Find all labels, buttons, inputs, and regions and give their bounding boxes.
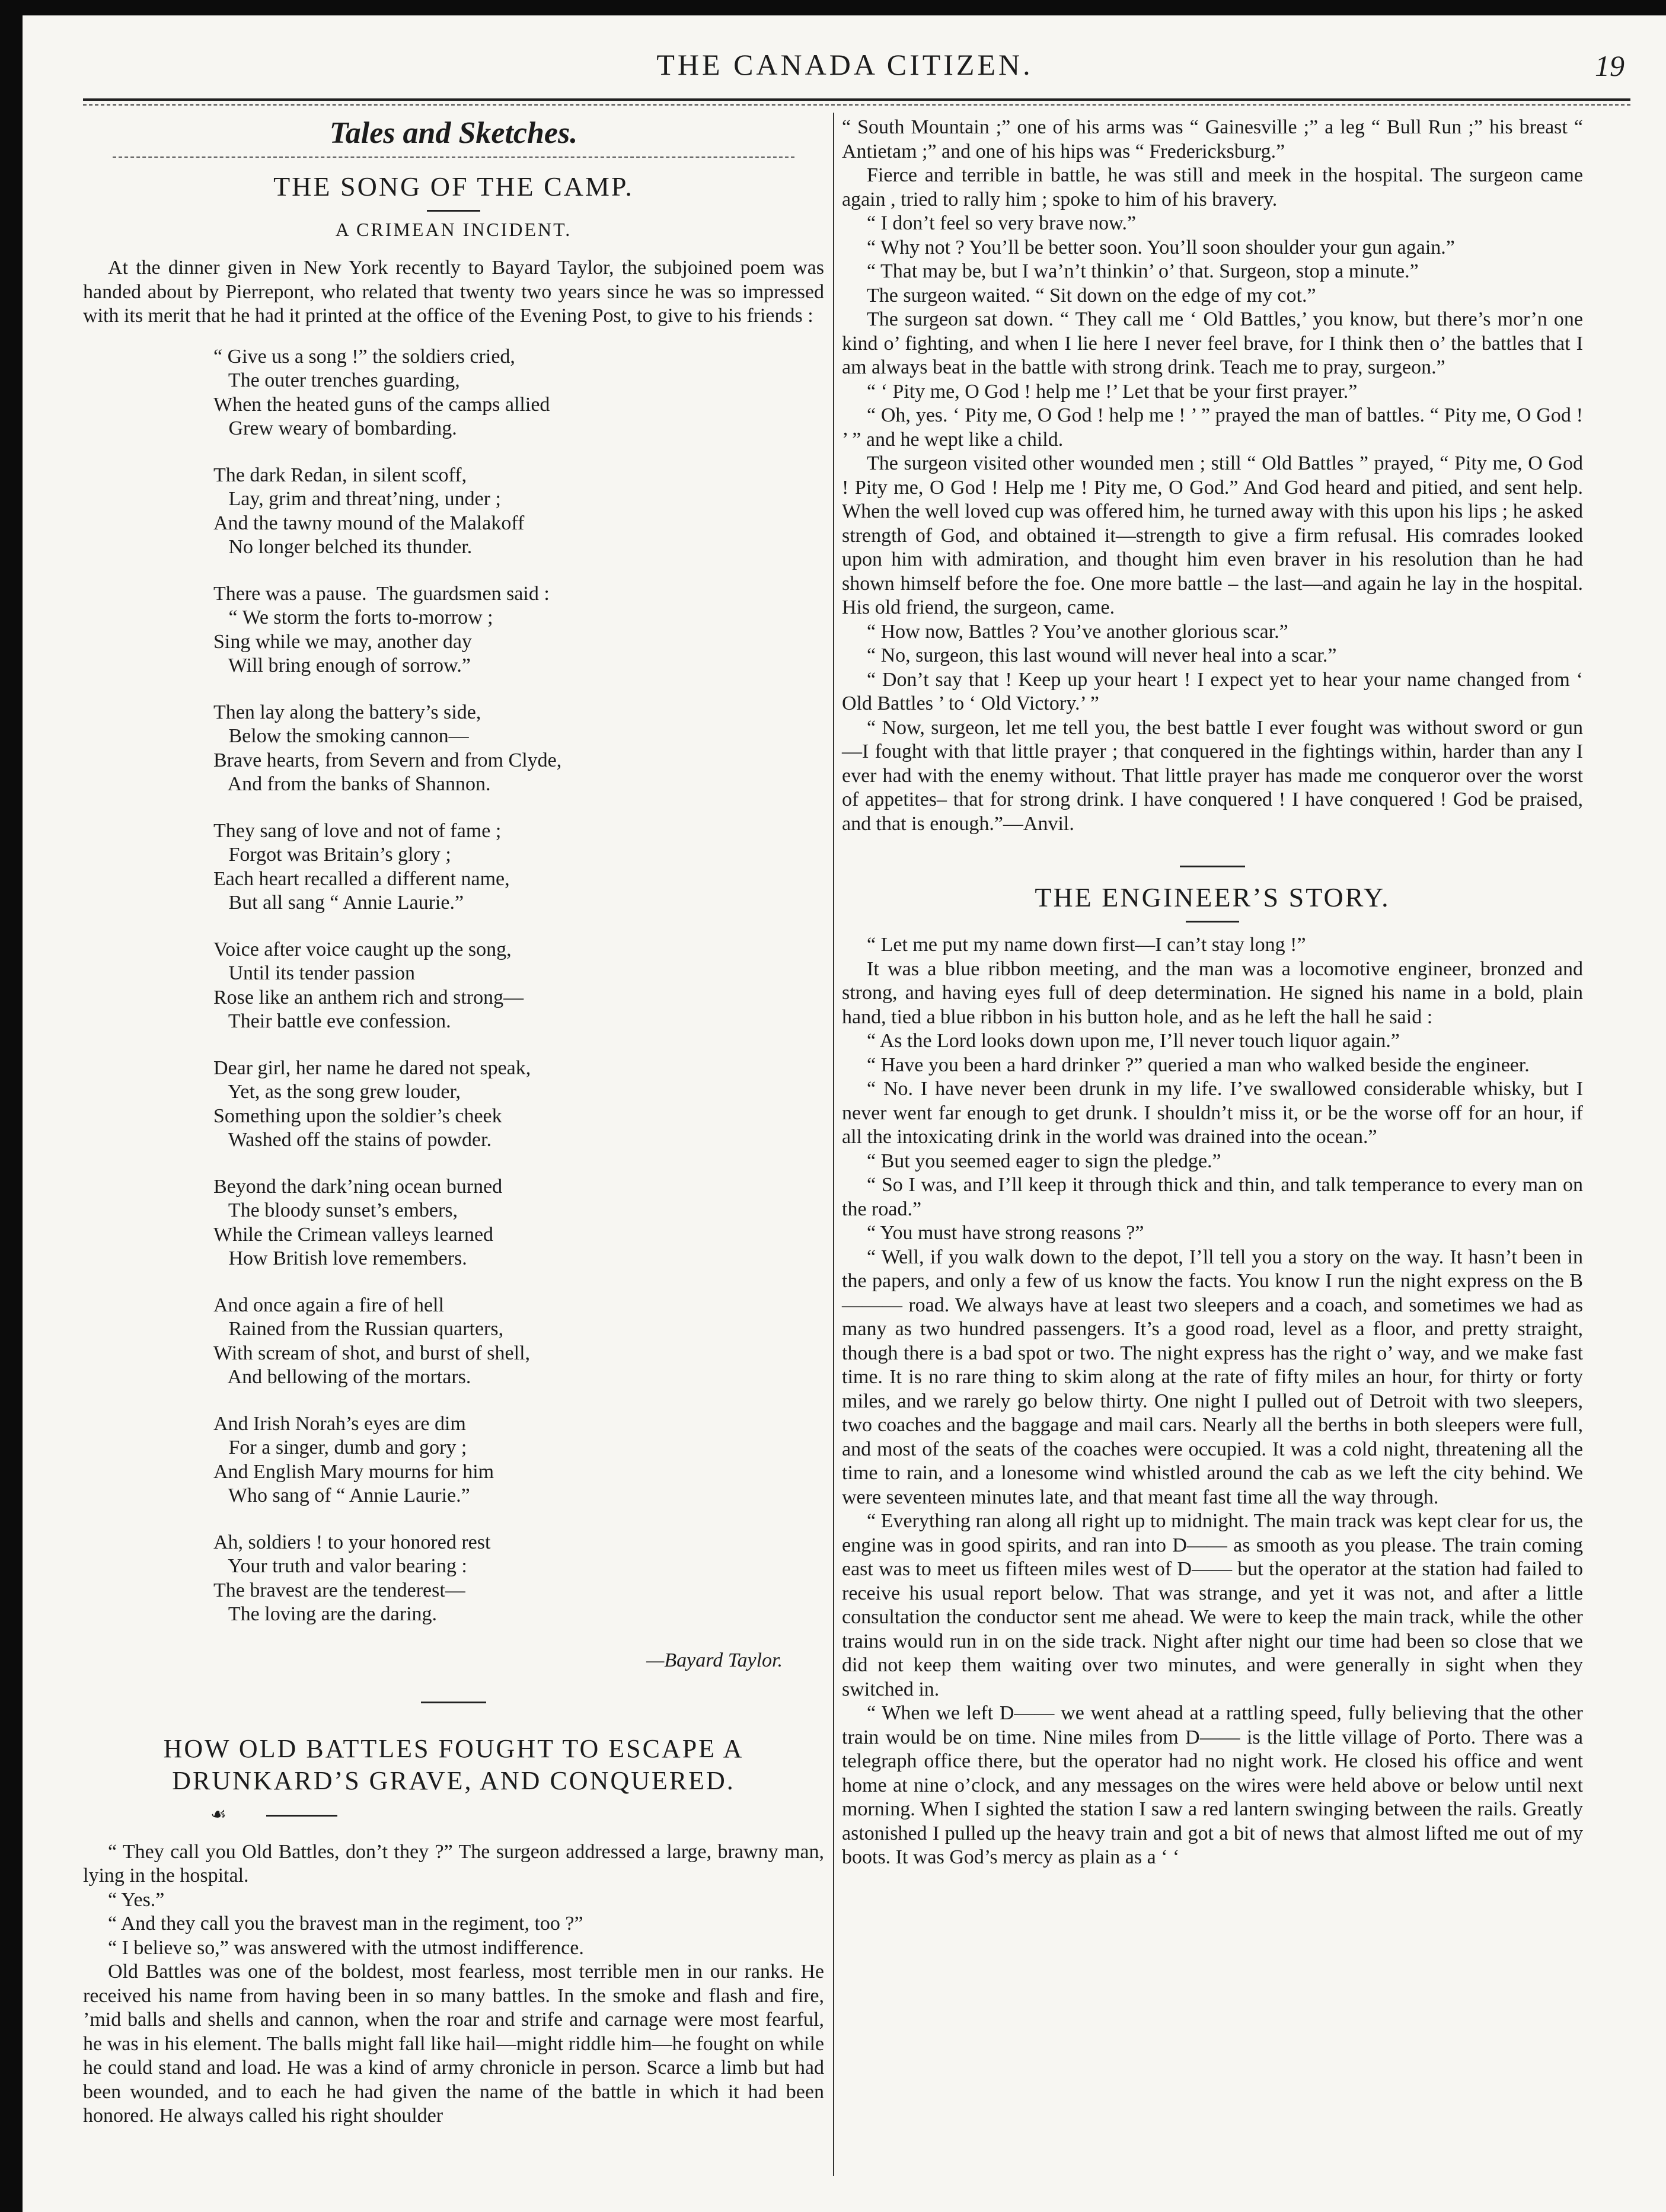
section-heading: Tales and Sketches. (329, 116, 578, 150)
poem-stanza (213, 1412, 824, 1508)
poem-stanza (213, 938, 824, 1034)
separator-rule (421, 1702, 486, 1703)
engineer-paragraph: It was a blue ribbon meeting, and the man was a locomotive engineer, bronzed and strong, and having eyes full of deep determination. He signed his name in a bold, plain hand, tied a blue ribbon in his button hole, and as he left the hall he said : (842, 957, 1583, 1028)
header-rule-dashed (83, 104, 1630, 106)
ornament-rule (266, 1815, 337, 1817)
story-paragraph: “ Now, surgeon, let me tell you, the best battle I ever fought was without sword or gun—I fought with that little prayer ; that conquered in the fightings within, harder than any I ever had with the enemy without. That little prayer has made me conqueror over the worst of appetites– that for strong drink. I have conquered ! I have conquered ! God be praised, and that is enough.”—Anvil. (842, 716, 1583, 835)
story-paragraph: “ Yes.” (108, 1888, 165, 1911)
story-paragraph: “ They call you Old Battles, don’t they ?” The surgeon addressed a large, brawny man, lying in the hospital. (83, 1840, 824, 1887)
poem-line: When the heated guns of the camps allied (213, 393, 550, 416)
poem-line: For a singer, dumb and gory ; (213, 1437, 467, 1458)
poem-stanza (213, 464, 824, 560)
story-paragraph: “ How now, Battles ? You’ve another glorious scar.” (867, 620, 1288, 643)
poem-line: And English Mary mourns for him (213, 1460, 494, 1483)
story-paragraph: “ I don’t feel so very brave now.” (867, 212, 1137, 234)
poem-line: Each heart recalled a different name, (213, 867, 510, 890)
journal-title: THE CANADA CITIZEN. (656, 48, 1033, 81)
hand-pointer-icon: ☙ (210, 1804, 226, 1824)
poem-line: Lay, grim and threat’ning, under ; (213, 488, 501, 510)
poem-stanza (213, 1056, 824, 1153)
engineer-title-rule (1186, 921, 1239, 923)
poem-line: And bellowing of the mortars. (213, 1366, 471, 1388)
story-paragraph: “ ‘ Pity me, O God ! help me !’ Let that be your first prayer.” (867, 380, 1358, 403)
poem-line: Until its tender passion (213, 962, 415, 984)
engineer-paragraph: “ Let me put my name down first—I can’t stay long !” (867, 934, 1306, 956)
story-paragraph: “ Oh, yes. ‘ Pity me, O God ! help me ! ’ ” prayed the man of battles. “ Pity me, O God ! ’ ” and he wept like a child. (842, 404, 1583, 451)
poem-line: Who sang of “ Annie Laurie.” (213, 1485, 470, 1506)
poem-line: They sang of love and not of fame ; (213, 819, 502, 842)
poem-line: The dark Redan, in silent scoff, (213, 464, 467, 486)
engineer-paragraph: “ Well, if you walk down to the depot, I’ll tell you a story on the way. It hasn’t been in the papers, and only a few of us know the facts. You know I run the night express on the B——— road. We always have at least two sleepers and a coach, and sometimes we had as many as two hundred passengers. It’s a good road, level as a floor, and pretty straight, though there is a bad spot or two. The night express has the right o’ way, and we make fast time. It is no rare thing to skim along at the rate of fifty miles an hour, for thirty or forty miles, and we rarely go below thirty. One night I pulled out of Detroit with two sleepers, two coaches and the baggage and mail cars. Nearly all the berths in both sleepers were full, and most of the seats of the coaches were occupied. It was a cold night, threatening all the time to rain, and a lonesome wind whistled around the cab as we left the city behind. We were seventeen minutes late, and that meant fast time all the way through. (842, 1246, 1583, 1508)
poem-line: No longer belched its thunder. (213, 536, 473, 558)
story-paragraph: “ No, surgeon, this last wound will never heal into a scar.” (867, 644, 1337, 666)
poem-stanza (213, 1531, 824, 1627)
scan-top-bar (0, 0, 1666, 15)
poem-line: And once again a fire of hell (213, 1294, 444, 1316)
engineer-paragraph: “ Have you been a hard drinker ?” queried a man who walked beside the engineer. (867, 1054, 1530, 1076)
poem-line: The loving are the daring. (213, 1603, 438, 1625)
poem-line: Beyond the dark’ning ocean burned (213, 1175, 503, 1198)
poem-line: The bravest are the tenderest— (213, 1579, 465, 1601)
poem-line: Sing while we may, another day (213, 630, 472, 653)
poem-line: Below the smoking cannon— (213, 725, 469, 747)
poem-line: Rose like an anthem rich and strong— (213, 986, 524, 1008)
poem-line: The bloody sunset’s embers, (213, 1199, 458, 1221)
engineer-title: THE ENGINEER’S STORY. (1035, 882, 1390, 912)
story-title: HOW OLD BATTLES FOUGHT TO ESCAPE A DRUNKARD’S GRAVE, AND CONQUERED. (163, 1734, 744, 1795)
poem-line: Forgot was Britain’s glory ; (213, 844, 451, 866)
poem-line: Voice after voice caught up the song, (213, 938, 512, 960)
story-paragraph: “ Why not ? You’ll be better soon. You’ll soon shoulder your gun again.” (867, 236, 1455, 258)
header-rule (83, 98, 1630, 101)
poem-line: How British love remembers. (213, 1247, 467, 1269)
story-ornament (210, 1804, 824, 1825)
story-paragraph: “ I believe so,” was answered with the utmost indifference. (108, 1936, 584, 1959)
poem-line: Your truth and valor bearing : (213, 1555, 467, 1577)
poem-line: Will bring enough of sorrow.” (213, 655, 471, 676)
section-rule (113, 157, 794, 158)
right-column (842, 116, 1583, 1870)
poem-line: Rained from the Russian quarters, (213, 1318, 504, 1340)
story-paragraph: “ South Mountain ;” one of his arms was “ Gainesville ;” a leg “ Bull Run ;” his breast “ Antietam ;” and one of his hips was “ Fredericksburg.” (842, 116, 1583, 162)
poem-line: But all sang “ Annie Laurie.” (213, 892, 464, 914)
story-body (83, 1840, 824, 2128)
poem-line: Yet, as the song grew louder, (213, 1081, 461, 1103)
poem-stanza (213, 1175, 824, 1271)
engineer-paragraph: “ So I was, and I’ll keep it through thick and thin, and talk temperance to every man on the road.” (842, 1174, 1583, 1220)
title-rule (427, 210, 480, 212)
engineer-story-body (842, 933, 1583, 1870)
poem-line: “ We storm the forts to-morrow ; (213, 607, 493, 628)
poem-body (213, 345, 824, 1627)
poem-line: Then lay along the battery’s side, (213, 701, 481, 723)
poem-stanza (213, 345, 824, 441)
page-number: 19 (1595, 49, 1624, 82)
story-paragraph: The surgeon sat down. “ They call me ‘ Old Battles,’ you know, but there’s mor’n one kind o’ fighting, and when I lie here I never feel brave, for I think then o’ the battles that I am always beat in the battle with strong drink. Teach me to pray, surgeon.” (842, 308, 1583, 378)
story-paragraph: “ That may be, but I wa’n’t thinkin’ o’ that. Surgeon, stop a minute.” (867, 260, 1419, 282)
poem-line: Brave hearts, from Severn and from Clyde, (213, 749, 562, 771)
poem-line: Something upon the soldier’s cheek (213, 1105, 502, 1127)
poem-title: THE SONG OF THE CAMP. (273, 171, 634, 202)
poem-line: And the tawny mound of the Malakoff (213, 512, 525, 534)
engineer-paragraph: “ When we left D—— we went ahead at a rattling speed, fully believing that the other train would be on time. Nine miles from D—— is the little village of Porto. There was a telegraph office there, but the operator had no night work. He closed his office and went home at nine o’clock, and any messages on the wires were held above or below until next morning. When I sighted the station I saw a red lantern swinging between the rails. Greatly astonished I pulled up the heavy train and got a bit of news that almost lifted me out of my boots. It was God’s mercy as plain as a ‘ ‘ (842, 1702, 1583, 1868)
poem-line: Dear girl, her name he dared not speak, (213, 1056, 531, 1079)
poem-line: There was a pause. The guardsmen said : (213, 582, 550, 605)
poem-line: Ah, soldiers ! to your honored rest (213, 1531, 491, 1553)
story-paragraph: The surgeon waited. “ Sit down on the edge of my cot.” (867, 284, 1316, 307)
poem-line: And from the banks of Shannon. (213, 773, 491, 795)
poem-line: Washed off the stains of powder. (213, 1129, 492, 1151)
poem-line: And Irish Norah’s eyes are dim (213, 1412, 466, 1435)
poem-stanza (213, 582, 824, 678)
poem-line: “ Give us a song !” the soldiers cried, (213, 345, 515, 368)
poem-line: Grew weary of bombarding. (213, 417, 457, 439)
poem-subtitle: A CRIMEAN INCIDENT. (335, 219, 572, 240)
poem-stanza (213, 1294, 824, 1390)
poem-intro: At the dinner given in New York recently to Bayard Taylor, the subjoined poem was handed about by Pierrepont, who related that twenty two years since he was so impressed with its merit that he had it printed at the office of the Evening Post, to give to his friends : (83, 257, 824, 327)
story-paragraph: “ Don’t say that ! Keep up your heart ! I expect yet to hear your name changed from ‘ Old Battles ’ to ‘ Old Victory.’ ” (842, 668, 1583, 714)
engineer-paragraph: “ But you seemed eager to sign the pledge.” (867, 1150, 1221, 1172)
poem-line: The outer trenches guarding, (213, 369, 460, 391)
poem-line: While the Crimean valleys learned (213, 1223, 494, 1246)
story-paragraph: The surgeon visited other wounded men ; still “ Old Battles ” prayed, “ Pity me, O God ! Pity me, O God ! Help me ! Pity me, O God.” And God heard and pitied, and sent help. When the well loved cup was offered him, he turned away with this upon his lips ; he asked strength of God, and obtained it—strength to give a firm refusal. His comrades looked upon him with admiration, and thought him even braver in his resolution than he had shown himself before the foe. One more battle – the last—and again he lay in the hospital. His old friend, the surgeon, came. (842, 452, 1583, 618)
story-paragraph: Fierce and terrible in battle, he was still and meek in the hospital. The surgeon came again , tried to rally him ; spoke to him of his bravery. (842, 164, 1583, 210)
engineer-paragraph: “ You must have strong reasons ?” (867, 1222, 1144, 1244)
story-paragraph: “ And they call you the bravest man in the regiment, too ?” (108, 1913, 583, 1935)
separator-rule-right (1180, 866, 1245, 867)
left-column (83, 116, 824, 2128)
page-header (59, 47, 1630, 95)
poem-stanza (213, 819, 824, 915)
story-continued (842, 116, 1583, 836)
column-divider (833, 113, 834, 2176)
poem-stanza (213, 701, 824, 797)
engineer-paragraph: “ No. I have never been drunk in my life. I’ve swallowed considerable whisky, but I never went far enough to get drunk. I shouldn’t miss it, or be the worse off for an hour, if all the intoxicating drink in the world was drained into the ocean.” (842, 1078, 1583, 1148)
story-paragraph: Old Battles was one of the boldest, most fearless, most terrible men in our ranks. He received his name from having been in so many battles. In the smoke and flash and fire, ’mid balls and shells and cannon, when the roar and strife and carnage were most fearful, he was in his element. The balls might fall like hail—might riddle him—he fought on while he could stand and load. He was a kind of army chronicle in person. Scarce a limb but had been wounded, and to each he had given the name of the battle in which it had been honored. He always called his right shoulder (83, 1961, 824, 2127)
engineer-paragraph: “ As the Lord looks down upon me, I’ll never touch liquor again.” (867, 1030, 1400, 1052)
poem-author: —Bayard Taylor. (646, 1649, 783, 1671)
poem-line: With scream of shot, and burst of shell, (213, 1342, 531, 1364)
scan-edge-bar (0, 0, 23, 2212)
poem-line: Their battle eve confession. (213, 1010, 451, 1032)
engineer-paragraph: “ Everything ran along all right up to midnight. The main track was kept clear for us, the engine was in good spirits, and ran into D—— as smooth as you please. The train coming east was to meet us fifteen miles west of D—— but the operator at the station had failed to receive his usual report below. That was strange, and yet it was not, and after a little consultation the conductor sent me ahead. We were to keep the main track, while the other trains would run in on the side track. Night after night our time had been so close that we did not keep them waiting over two minutes, and were generally in sight when they switched in. (842, 1510, 1583, 1700)
